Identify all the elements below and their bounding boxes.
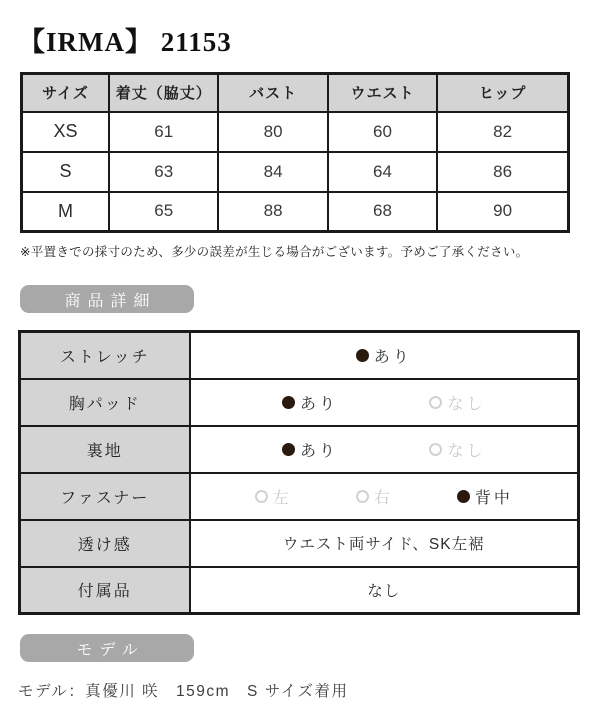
option-label: なし: [447, 395, 486, 413]
size-label: XS: [22, 112, 110, 152]
size-value: 82: [437, 112, 568, 152]
section-heading-model: モデル: [20, 634, 194, 662]
size-value: 64: [328, 152, 437, 192]
size-value: 60: [328, 112, 437, 152]
size-row-s: [22, 152, 569, 192]
size-row-m: [22, 192, 569, 232]
product-detail-table: [18, 330, 580, 615]
size-value: 61: [109, 112, 218, 152]
detail-row-lining: [20, 426, 579, 473]
model-info: モデル：真優川 咲 159cm S サイズ着用: [18, 683, 349, 700]
detail-label: 胸パッド: [20, 379, 190, 426]
page-title: 【IRMA】 21153: [18, 27, 232, 57]
detail-label: 透け感: [20, 520, 190, 567]
size-value: 80: [218, 112, 327, 152]
option-label: あり: [373, 348, 412, 366]
size-table-header-row: [22, 74, 569, 112]
option-unselected: [429, 438, 485, 461]
size-table: [20, 72, 570, 233]
detail-row-chest-pad: [20, 379, 579, 426]
detail-row-accessories: [20, 567, 579, 614]
filled-circle-icon: [356, 349, 369, 362]
size-value: 68: [328, 192, 437, 232]
option-selected: [282, 438, 338, 461]
option-unselected: [255, 485, 292, 508]
section-heading-product-details: 商品詳細: [20, 285, 194, 313]
option-label: あり: [299, 442, 338, 460]
size-table-header-size: サイズ: [22, 74, 110, 112]
size-value: 88: [218, 192, 327, 232]
size-table-header-hip: ヒップ: [437, 74, 568, 112]
detail-row-sheerness: [20, 520, 579, 567]
option-selected: [457, 485, 513, 508]
size-table-header-length: 着丈（脇丈）: [109, 74, 218, 112]
size-value: 84: [218, 152, 327, 192]
detail-label: ファスナー: [20, 473, 190, 520]
option-selected: [356, 344, 412, 367]
size-value: 86: [437, 152, 568, 192]
option-label: なし: [447, 442, 486, 460]
detail-label: ストレッチ: [20, 332, 190, 379]
option-label: あり: [299, 395, 338, 413]
size-value: 90: [437, 192, 568, 232]
size-label: S: [22, 152, 110, 192]
size-table-header-waist: ウエスト: [328, 74, 437, 112]
detail-label: 裏地: [20, 426, 190, 473]
detail-row-stretch: [20, 332, 579, 379]
detail-row-fastener: [20, 473, 579, 520]
option-label: 背中: [474, 489, 513, 507]
empty-circle-icon: [356, 490, 369, 503]
filled-circle-icon: [282, 443, 295, 456]
option-label: 右: [373, 489, 393, 507]
empty-circle-icon: [429, 396, 442, 409]
product-spec-page: [0, 20, 600, 701]
detail-value-text: ウエスト両サイド、SK左裾: [282, 536, 485, 553]
size-value: 65: [109, 192, 218, 232]
empty-circle-icon: [429, 443, 442, 456]
detail-value-text: なし: [367, 582, 401, 600]
detail-label: 付属品: [20, 567, 190, 614]
option-label: 左: [272, 489, 292, 507]
option-unselected: [356, 485, 393, 508]
filled-circle-icon: [282, 396, 295, 409]
size-table-header-bust: バスト: [218, 74, 327, 112]
empty-circle-icon: [255, 490, 268, 503]
filled-circle-icon: [457, 490, 470, 503]
size-label: M: [22, 192, 110, 232]
size-row-xs: [22, 112, 569, 152]
option-unselected: [429, 391, 485, 414]
option-selected: [282, 391, 338, 414]
size-value: 63: [109, 152, 218, 192]
measurement-disclaimer: ※平置きでの採寸のため、多少の誤差が生じる場合がございます。予めご了承ください。: [20, 245, 529, 259]
